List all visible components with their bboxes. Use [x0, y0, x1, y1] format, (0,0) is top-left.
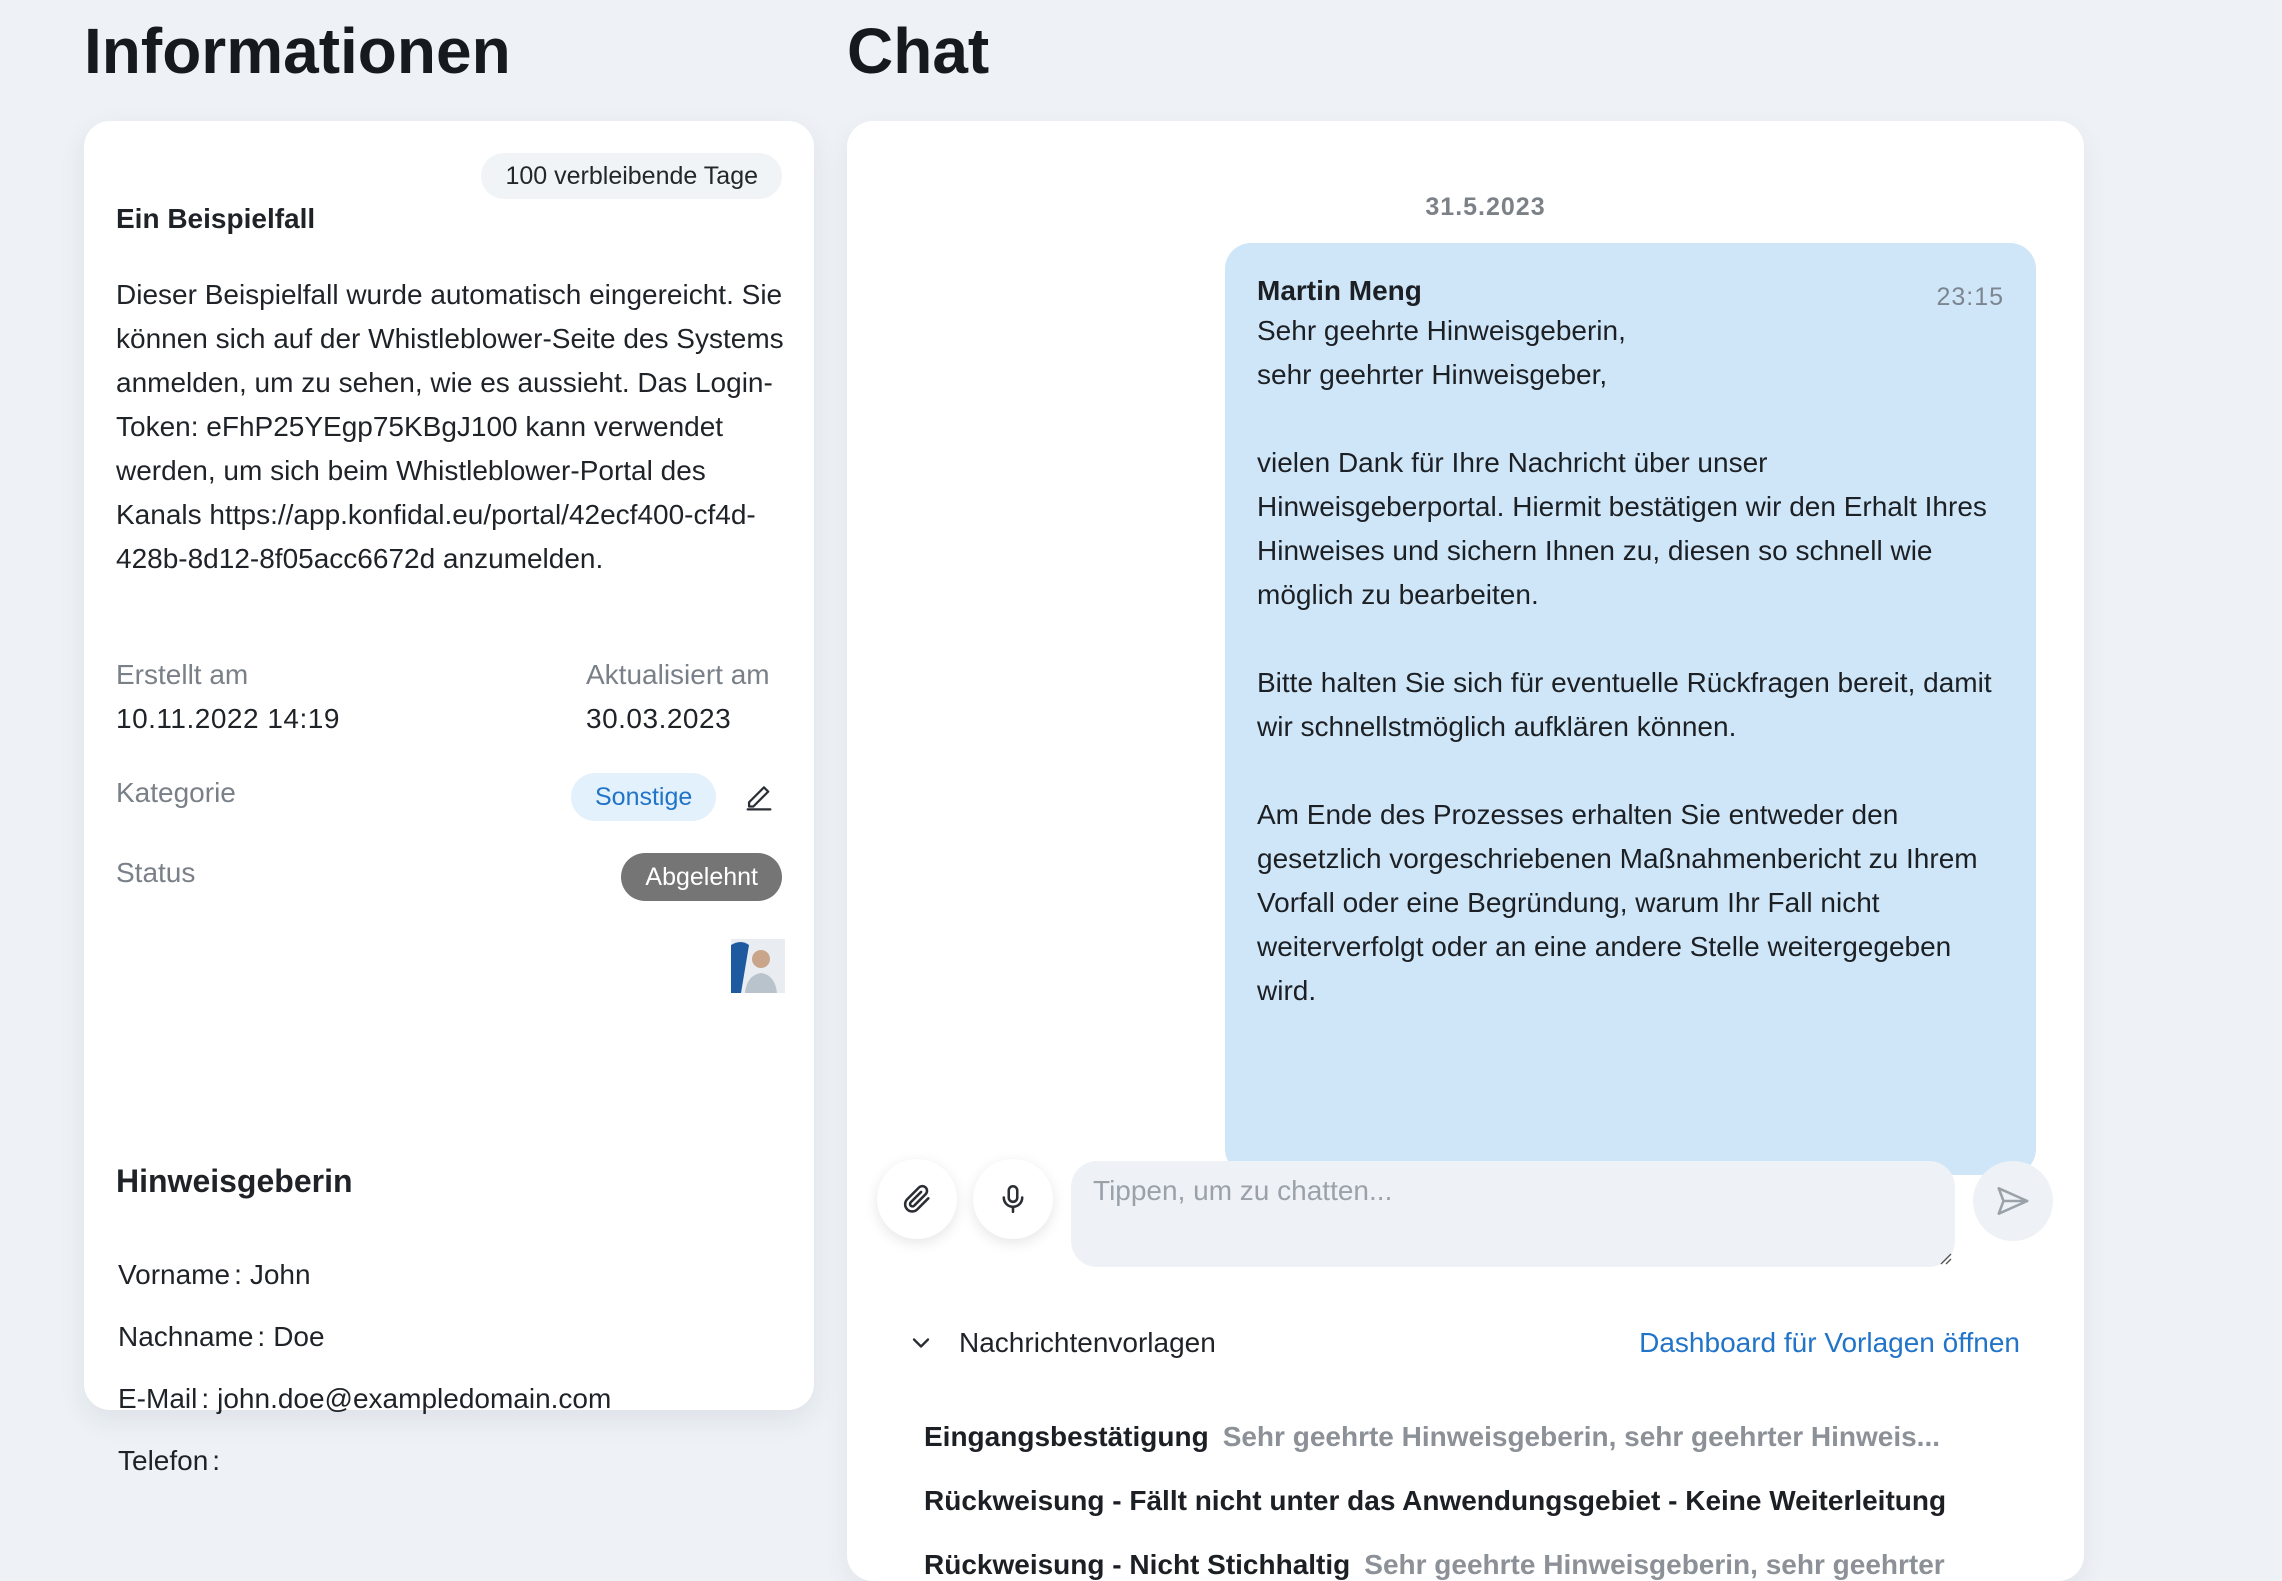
- firstname-value: John: [249, 1259, 311, 1290]
- template-preview: Sehr geehrte Hinweisgeberin, sehr geehrter: [1364, 1549, 1945, 1580]
- chat-heading: Chat: [847, 15, 990, 87]
- phone-separator: :: [212, 1445, 221, 1476]
- firstname-separator: :: [234, 1259, 242, 1290]
- microphone-icon: [996, 1182, 1030, 1216]
- email-separator: :: [201, 1383, 210, 1414]
- lastname-value: Doe: [273, 1321, 325, 1352]
- reporter-firstname-row: [118, 1259, 311, 1291]
- reporter-phone-row: [118, 1445, 228, 1477]
- microphone-button[interactable]: [973, 1159, 1053, 1239]
- case-description: Dieser Beispielfall wurde automatisch eingereicht. Sie können sich auf der Whistleblower-Seite des Systems anmelden, um zu sehen, wie es aussieht. Das Login-Token: eFhP25YEgp75KBgJ100 kann verwendet werden, um sich beim Whistleblower-Portal des Kanals https://app.konfidal.eu/portal/42ecf400-cf4d-428b-8d12-8f05acc6672d anzumelden.: [116, 279, 784, 574]
- send-button[interactable]: [1973, 1161, 2053, 1241]
- created-value: 10.11.2022 14:19: [116, 703, 340, 734]
- message-text: Sehr geehrte Hinweisgeberin, sehr geehrter Hinweisgeber, vielen Dank für Ihre Nachricht über unser Hinweisgeberportal. Hiermit bestätigen wir den Erhalt Ihres Hinweises und sichern Ihnen zu, diesen so schnell wie möglich zu bearbeiten. Bitte halten Sie sich für eventuelle Rückfragen bereit, damit wir schnellstmöglich aufklären können. Am Ende des Prozesses erhalten Sie entweder den gesetzlich vorgeschriebenen Maßnahmenbericht zu Ihrem Vorfall oder eine Begründung, warum Ihr Fall nicht weiterverfolgt oder an eine andere Stelle weitergegeben wird.: [1257, 315, 1992, 1006]
- template-item[interactable]: [924, 1485, 1960, 1517]
- templates-header-label: Nachrichtenvorlagen: [959, 1327, 1216, 1358]
- email-label: E-Mail: [118, 1383, 198, 1414]
- reporter-lastname-row: [118, 1321, 325, 1353]
- chat-message-input[interactable]: [1071, 1161, 1955, 1267]
- chat-date-separator: 31.5.2023: [1425, 193, 1546, 221]
- template-title: Rückweisung - Fällt nicht unter das Anwendungsgebiet - Keine Weiterleitung: [924, 1485, 1947, 1516]
- reporter-title: Hinweisgeberin: [116, 1163, 353, 1199]
- avatar[interactable]: [731, 939, 785, 993]
- resize-handle-icon[interactable]: [1938, 1251, 1952, 1265]
- template-title: Eingangsbestätigung: [924, 1421, 1209, 1452]
- case-info-card: [84, 121, 814, 1476]
- lastname-separator: :: [257, 1321, 266, 1352]
- attach-button[interactable]: [877, 1159, 957, 1239]
- remaining-days-badge: 100 verbleibende Tage: [481, 153, 782, 199]
- info-heading: Informationen: [84, 15, 511, 87]
- updated-value: 30.03.2023: [586, 703, 732, 734]
- updated-label: Aktualisiert am: [586, 659, 770, 690]
- message-time: 23:15: [1936, 283, 2004, 311]
- template-item[interactable]: [924, 1549, 1945, 1581]
- paperclip-icon: [900, 1182, 934, 1216]
- templates-toggle[interactable]: [907, 1327, 1216, 1359]
- pencil-icon[interactable]: [742, 781, 776, 815]
- chat-message-bubble: [1225, 243, 2036, 1175]
- message-author: Martin Meng: [1257, 275, 1422, 306]
- open-templates-dashboard-link[interactable]: Dashboard für Vorlagen öffnen: [1639, 1327, 2020, 1358]
- category-badge: Sonstige: [571, 773, 716, 821]
- email-value: john.doe@exampledomain.com: [217, 1383, 612, 1414]
- avatar-image: [731, 939, 785, 993]
- created-label: Erstellt am: [116, 659, 249, 690]
- firstname-label: Vorname: [118, 1259, 231, 1290]
- chat-card: [847, 121, 2084, 1581]
- phone-label: Telefon: [118, 1445, 209, 1476]
- chevron-down-icon: [907, 1329, 935, 1357]
- template-item[interactable]: [924, 1421, 1940, 1453]
- template-title: Rückweisung - Nicht Stichhaltig: [924, 1549, 1351, 1580]
- status-badge[interactable]: Abgelehnt: [621, 853, 782, 901]
- send-icon: [1994, 1182, 2032, 1220]
- lastname-label: Nachname: [118, 1321, 254, 1352]
- template-preview: Sehr geehrte Hinweisgeberin, sehr geehrter Hinweis...: [1222, 1421, 1941, 1452]
- reporter-email-row: [118, 1383, 611, 1415]
- category-label: Kategorie: [116, 777, 236, 808]
- status-label: Status: [116, 857, 196, 888]
- case-title: Ein Beispielfall: [116, 203, 316, 234]
